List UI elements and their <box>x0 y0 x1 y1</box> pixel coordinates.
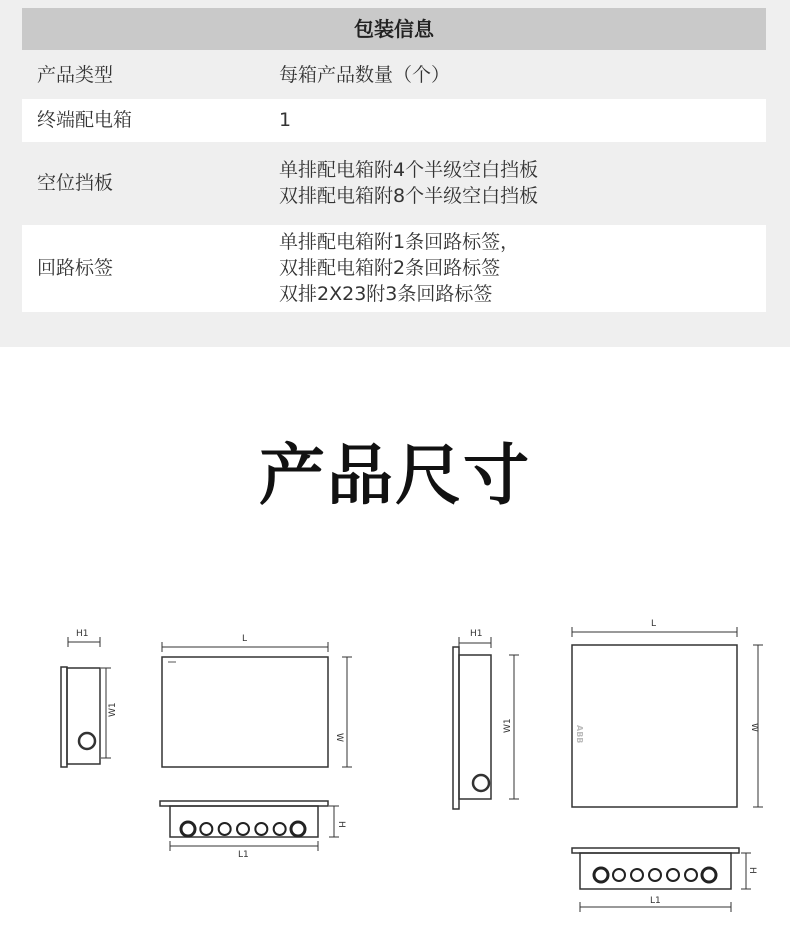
single-side-view <box>61 637 111 767</box>
row-type: 终端配电箱 <box>37 109 133 131</box>
packaging-column-header-row <box>22 52 766 98</box>
knockout-hole <box>667 869 679 881</box>
knockout-hole <box>255 823 267 835</box>
knockout-hole <box>685 869 697 881</box>
quantity-line: 单排配电箱附4个半级空白挡板 <box>279 159 539 181</box>
dim-label-w1: W1 <box>503 718 513 733</box>
knockout-hole <box>473 775 489 791</box>
dimensions-title: 产品尺寸 <box>259 437 531 514</box>
dim-label-l: L <box>242 634 248 644</box>
quantity-line: 双排配电箱附8个半级空白挡板 <box>279 185 539 207</box>
abb-logo: ABB <box>575 725 584 744</box>
dim-label-h: H <box>336 821 346 828</box>
knockout-hole <box>237 823 249 835</box>
dim-label-w: W <box>334 733 344 742</box>
dim-label-h1: H1 <box>76 629 89 639</box>
knockout-hole <box>181 822 195 836</box>
column-header-quantity: 每箱产品数量（个） <box>279 64 451 86</box>
single-row-dimension-drawing <box>40 625 370 865</box>
dim-label-l1: L1 <box>650 896 661 906</box>
knockout-hole <box>79 733 95 749</box>
dim-label-w1: W1 <box>108 702 118 717</box>
row-quantity: 1 <box>279 109 292 131</box>
table-row <box>22 225 766 312</box>
knockout-hole <box>219 823 231 835</box>
dim-label-h1: H1 <box>470 629 483 639</box>
dim-label-h: H <box>747 867 757 874</box>
double-bottom-view <box>572 848 751 912</box>
row-type: 空位挡板 <box>37 172 114 194</box>
knockout-row <box>594 868 716 882</box>
quantity-line: 双排配电箱附2条回路标签 <box>279 257 501 279</box>
single-bottom-view <box>160 801 339 851</box>
quantity-line: 双排2X23附3条回路标签 <box>279 283 493 305</box>
dim-label-l: L <box>651 619 657 629</box>
row-quantity <box>279 229 519 307</box>
knockout-row <box>181 822 305 836</box>
knockout-hole <box>594 868 608 882</box>
knockout-hole <box>291 822 305 836</box>
knockout-hole <box>649 869 661 881</box>
table-row <box>22 99 766 142</box>
dim-label-w: W <box>749 723 759 732</box>
table-row <box>22 146 766 220</box>
knockout-hole <box>200 823 212 835</box>
double-row-dimension-drawing <box>440 615 780 915</box>
row-type: 回路标签 <box>37 257 114 279</box>
knockout-hole <box>274 823 286 835</box>
dim-label-l1: L1 <box>238 850 249 860</box>
double-front-view <box>572 627 763 807</box>
packaging-info-header: 包装信息 <box>22 8 766 50</box>
knockout-hole <box>613 869 625 881</box>
knockout-hole <box>702 868 716 882</box>
row-quantity <box>279 157 538 209</box>
column-header-type: 产品类型 <box>37 64 114 86</box>
knockout-hole <box>631 869 643 881</box>
packaging-info-section <box>0 0 790 347</box>
single-front-view <box>162 642 352 767</box>
quantity-line: 单排配电箱附1条回路标签， <box>279 231 520 253</box>
